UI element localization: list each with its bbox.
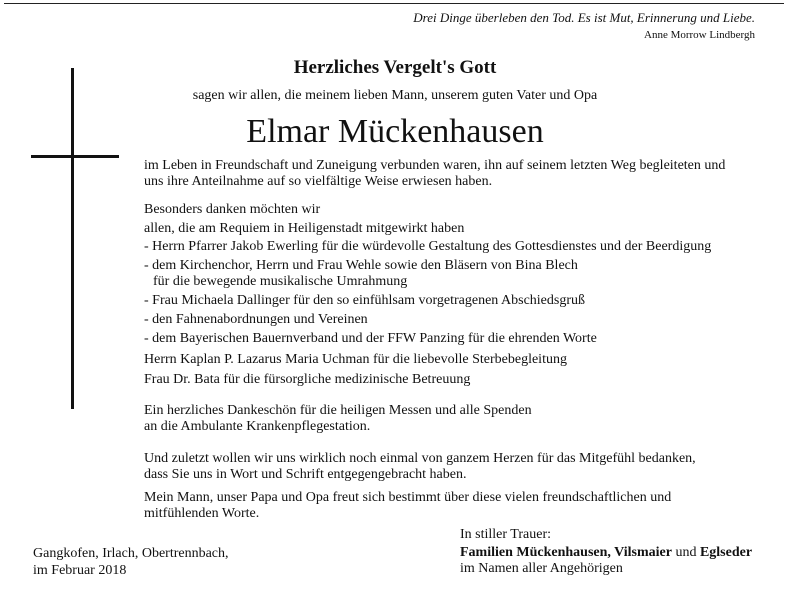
thanks-item-2-line-1: - dem Kirchenchor, Herrn und Frau Wehle sowie den Bläsern von Bina Blech [144, 258, 578, 273]
paragraph-2-line-2: an die Ambulante Krankenpflegestation. [144, 419, 371, 434]
mourners-families-last: Eglseder [699, 545, 753, 560]
mourners-families [460, 545, 752, 561]
page-heading: Herzliches Vergelt's Gott [293, 57, 497, 78]
mourners-label: In stiller Trauer: [460, 527, 551, 542]
deceased-name: Elmar Mückenhausen [246, 113, 544, 150]
thanks-intro-2: allen, die am Requiem in Heiligenstadt mitgewirkt haben [144, 221, 465, 236]
thanks-item-1: - Herrn Pfarrer Jakob Ewerling für die würdevolle Gestaltung des Gottesdienstes und der Beerdigung [144, 239, 712, 254]
mourners-families-prefix: Familien Mückenhausen, Vilsmaier [460, 545, 672, 560]
mourners-footer: im Namen aller Angehörigen [460, 561, 623, 576]
thanks-item-5: - dem Bayerischen Bauernverband und der FFW Panzing für die ehrenden Worte [144, 331, 597, 346]
cross-icon-horizontal [31, 155, 119, 158]
thanks-item-2-line-2: für die bewegende musikalische Umrahmung [153, 274, 408, 289]
paragraph-3-line-2: dass Sie uns in Wort und Schrift entgegengebracht haben. [144, 467, 467, 482]
paragraph-4-line-2: mitfühlenden Worte. [144, 506, 260, 521]
thanks-intro-1: Besonders danken möchten wir [144, 202, 321, 217]
paragraph-2-line-1: Ein herzliches Dankeschön für die heiligen Messen und alle Spenden [144, 403, 532, 418]
date-line: im Februar 2018 [33, 563, 127, 578]
place-line: Gangkofen, Irlach, Obertrennbach, [33, 546, 229, 561]
mourners-families-conj: und [671, 545, 700, 560]
paragraph-3-line-1: Und zuletzt wollen wir uns wirklich noch einmal von ganzem Herzen für das Mitgefühl bedanken, [144, 451, 696, 466]
paragraph-1-line-1: im Leben in Freundschaft und Zuneigung verbunden waren, ihn auf seinem letzten Weg begleiteten und [144, 158, 726, 173]
thanks-doctor: Frau Dr. Bata für die fürsorgliche medizinische Betreuung [144, 372, 471, 387]
epigraph-author: Anne Morrow Lindbergh [644, 29, 755, 41]
intro-line: sagen wir allen, die meinem lieben Mann, unserem guten Vater und Opa [192, 88, 598, 103]
thanks-kaplan: Herrn Kaplan P. Lazarus Maria Uchman für die liebevolle Sterbebegleitung [144, 352, 567, 367]
epigraph-quote: Drei Dinge überleben den Tod. Es ist Mut, Erinnerung und Liebe. [413, 10, 755, 25]
paragraph-4-line-1: Mein Mann, unser Papa und Opa freut sich bestimmt über diese vielen freundschaftlichen und [144, 490, 672, 505]
thanks-item-4: - den Fahnenabordnungen und Vereinen [144, 312, 368, 327]
thanks-item-3: - Frau Michaela Dallinger für den so einfühlsam vorgetragenen Abschiedsgruß [144, 293, 585, 308]
paragraph-1-line-2: uns ihre Anteilnahme auf so vielfältige Weise erwiesen haben. [144, 174, 493, 189]
